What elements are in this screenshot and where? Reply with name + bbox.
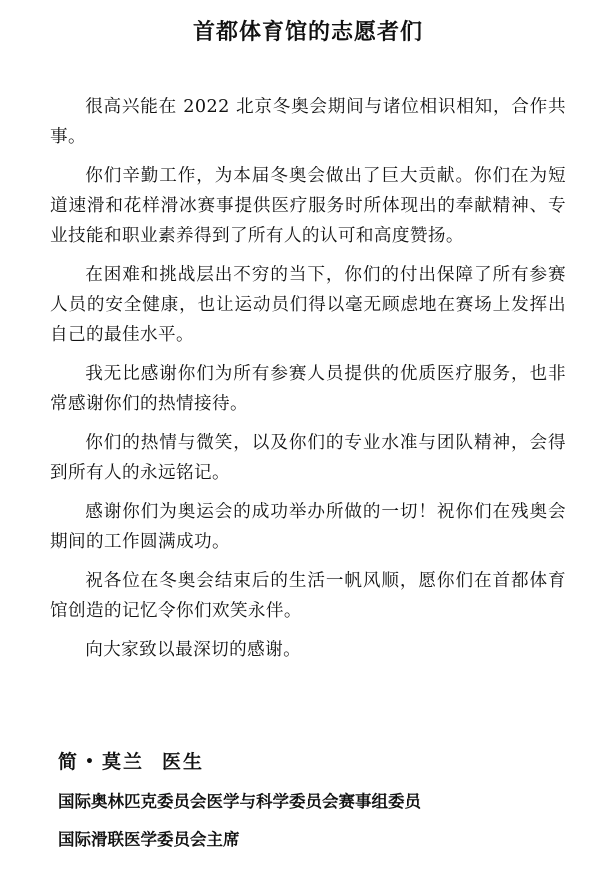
signer-role-2: 国际滑联医学委员会主席 bbox=[58, 830, 240, 849]
signer-role-1: 国际奥林匹克委员会医学与科学委员会赛事组委员 bbox=[58, 792, 421, 811]
letter-title: 首都体育馆的志愿者们 bbox=[192, 20, 423, 45]
paragraph-2: 你们辛勤工作，为本届冬奥会做出了巨大贡献。你们在为短道速滑和花样滑冰赛事提供医疗服务时所体现出的奉献精神、专业技能和职业素养得到了所有人的认可和高度赞扬。 bbox=[50, 166, 566, 246]
paragraph-4: 我无比感谢你们为所有参赛人员提供的优质医疗服务，也非常感谢你们的热情接待。 bbox=[50, 364, 566, 414]
paragraph-3: 在困难和挑战层出不穷的当下，你们的付出保障了所有参赛人员的安全健康，也让运动员们得以毫无顾虑地在赛场上发挥出自己的最佳水平。 bbox=[50, 265, 566, 345]
letter-body bbox=[50, 92, 566, 665]
paragraph-6: 感谢你们为奥运会的成功举办所做的一切！祝你们在残奥会期间的工作圆满成功。 bbox=[50, 502, 566, 552]
paragraph-8: 向大家致以最深切的感谢。 bbox=[85, 640, 302, 660]
signer-title: 医生 bbox=[161, 751, 204, 773]
paragraph-5: 你们的热情与微笑，以及你们的专业水准与团队精神，会得到所有人的永远铭记。 bbox=[50, 433, 566, 483]
signer-name bbox=[58, 749, 578, 775]
signer-given-name: 简 bbox=[58, 751, 80, 773]
paragraph-1: 很高兴能在 2022 北京冬奥会期间与诸位相识相知，合作共事。 bbox=[50, 97, 566, 147]
name-separator: • bbox=[85, 754, 96, 770]
signature-block bbox=[58, 749, 578, 865]
signer-family-name: 莫兰 bbox=[101, 751, 144, 773]
paragraph-7: 祝各位在冬奥会结束后的生活一帆风顺，愿你们在首都体育馆创造的记忆令你们欢笑永伴。 bbox=[50, 571, 566, 621]
